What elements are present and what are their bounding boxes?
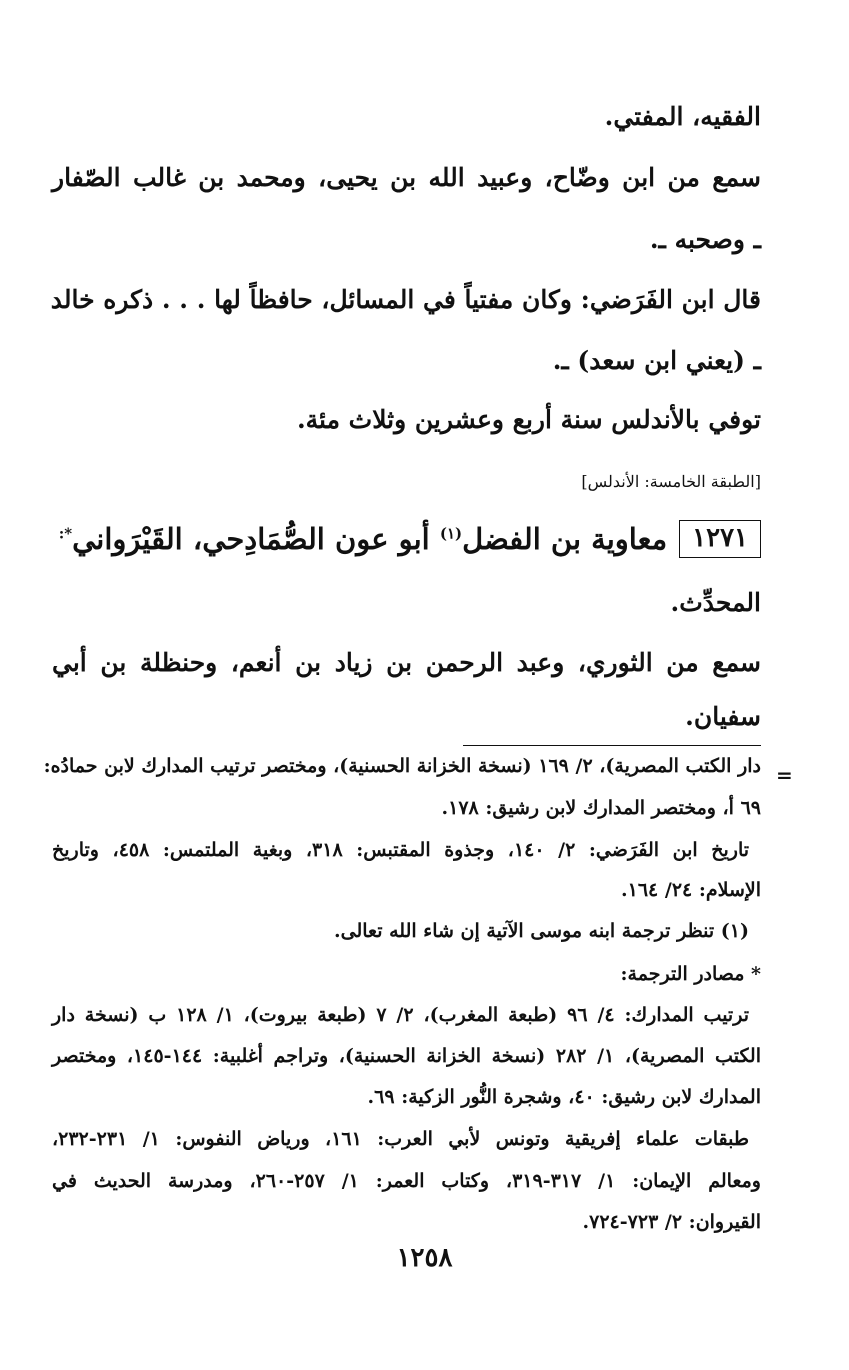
- body-line: قال ابن الفَرَضي: وكان مفتياً في المسائل، حافظاً لها . . . ذكره خالد: [50, 285, 761, 314]
- footnote-line: المدارك لابن رشيق: ٤٠، وشجرة النُّور الزكية: ٦٩.: [367, 1086, 761, 1108]
- footnote-separator: [463, 745, 761, 746]
- footnote-line: تاريخ ابن الفَرَضي: ٢/ ١٤٠، وجذوة المقتبس: ٣١٨، وبغية الملتمس: ٤٥٨، وتاريخ: [52, 839, 750, 861]
- footnote-line: ومعالم الإيمان: ١/ ٣١٧-٣١٩، وكتاب العمر: ١/ ٢٥٧-٢٦٠، ومدرسة الحديث في: [52, 1170, 761, 1192]
- entry-name: [59, 522, 667, 556]
- body-line: سمع من ابن وضّاح، وعبيد الله بن يحيى، ومحمد بن غالب الصّفار: [52, 163, 761, 192]
- body-line: ـ وصحبه ـ.: [649, 225, 761, 254]
- entry-line: سمع من الثوري، وعبد الرحمن بن زياد بن أنعم، وحنظلة بن أبي: [52, 648, 761, 677]
- continuation-mark: =: [776, 763, 793, 787]
- footnote-ref: (١): [439, 524, 463, 543]
- page-number: ١٢٥٨: [396, 1243, 453, 1273]
- body-line: توفي بالأندلس سنة أربع وعشرين وثلاث مئة.: [296, 405, 761, 434]
- entry-heading: [59, 520, 761, 558]
- footnote-line: (١) تنظر ترجمة ابنه موسى الآتية إن شاء الله تعالى.: [334, 920, 749, 942]
- footnote-line: ترتيب المدارك: ٤/ ٩٦ (طبعة المغرب)، ٢/ ٧ (طبعة بيروت)، ١/ ١٢٨ ب (نسخة دار: [52, 1004, 749, 1026]
- footnote-line: * مصادر الترجمة:: [620, 963, 761, 985]
- footnote-line: دار الكتب المصرية)، ٢/ ١٦٩ (نسخة الخزانة الحسنية)، ومختصر ترتيب المدارك لابن حمادُه:: [43, 755, 761, 777]
- entry-number: ١٢٧١: [679, 520, 761, 558]
- body-line: ـ (يعني ابن سعد) ـ.: [552, 346, 761, 375]
- entry-line: المحدِّث.: [670, 588, 761, 617]
- footnote-line: الكتب المصرية)، ١/ ٢٨٢ (نسخة الخزانة الحسنية)، وتراجم أغلبية: ١٤٤-١٤٥، ومختصر: [52, 1045, 761, 1067]
- footnote-line: القيروان: ٢/ ٧٢٣-٧٢٤.: [582, 1211, 761, 1233]
- class-label: [الطبقة الخامسة: الأندلس]: [581, 472, 761, 491]
- entry-name-rest: أبو عون الصُّمَادِحي، القَيْرَواني: [72, 522, 430, 556]
- body-line: الفقيه، المفتي.: [604, 102, 761, 131]
- entry-line: سفيان.: [685, 702, 761, 731]
- footnote-line: الإسلام: ٢٤/ ١٦٤.: [621, 879, 761, 901]
- sources-star: *:: [58, 524, 73, 543]
- footnote-line: طبقات علماء إفريقية وتونس لأبي العرب: ١٦١، ورياض النفوس: ١/ ٢٣١-٢٣٢،: [52, 1128, 750, 1150]
- entry-name-first: معاوية بن الفضل: [462, 522, 668, 556]
- footnote-line: ٦٩ أ، ومختصر المدارك لابن رشيق: ١٧٨.: [441, 797, 761, 819]
